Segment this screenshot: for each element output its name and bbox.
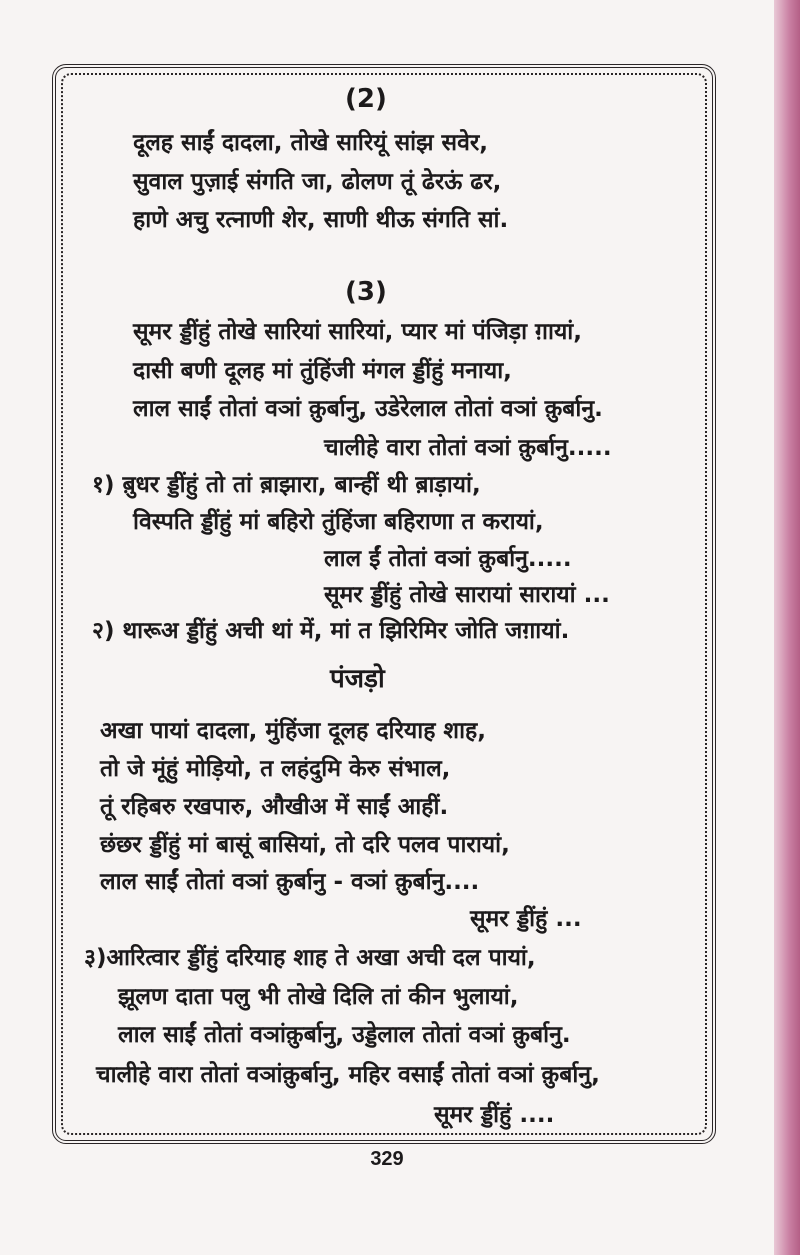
section-2-line-1: दूलह साईं दादला, तोखे सारियूं सांझ सवेर,: [133, 130, 488, 156]
section-3-number: (3): [345, 277, 387, 307]
section-3-line-7: लाल ईं तोतां वञां क़ुर्बानु.....: [324, 546, 572, 572]
panjro-line-2: तो जे मूंहुं मोड़ियो, त लहंदुमि केरु संभाल,: [100, 756, 451, 782]
section-3-line-1: सूमर ड्डींहुं तोखे सारियां सारियां, प्यार मां पंजिड़ा ग़ायां,: [133, 319, 582, 345]
panjro-line-8: झूलण दाता पलु भी तोखे दिलि तां कीन भुलायां,: [118, 984, 519, 1010]
panjro-line-6: सूमर ड्डींहुं ...: [470, 906, 582, 932]
section-3-line-8: सूमर ड्डींहुं तोखे सारायां सारायां ...: [324, 582, 610, 608]
section-3-line-3: लाल साईं तोतां वञां क़ुर्बानु, उडेरेलाल तोतां वञां क़ुर्बानु.: [133, 396, 603, 422]
panjro-line-10: चालीहे वारा तोतां वञांक़ुर्बानु, महिर वसाईं तोतां वञां क़ुर्बानु,: [96, 1062, 600, 1088]
section-2-line-3: हाणे अचु रत्नाणी शेर, साणी थीऊ संगति सां.: [133, 207, 509, 233]
page-edge: [774, 0, 800, 1255]
section-2-line-2: सुवाल पुज़ाई संगति जा, ढोलण तूं ढेरऊं ढर,: [133, 169, 502, 195]
section-2-number: (2): [345, 84, 387, 114]
panjro-line-7: ३)आरित्वार ड्डींहुं दरियाह शाह ते अखा अची दल पायां,: [84, 945, 536, 971]
panjro-line-4: छंछर ड्डींहुं मां बासूं बासियां, तो दरि पलव पारायां,: [100, 832, 510, 858]
panjro-line-5: लाल साईं तोतां वञां क़ुर्बानु - वञां क़ुर्बानु....: [100, 869, 480, 895]
panjro-line-11: सूमर ड्डींहुं ....: [434, 1102, 555, 1128]
panjro-line-1: अखा पायां दादला, मुंहिंजा दूलह दरियाह शाह,: [100, 718, 486, 744]
section-3-line-4: चालीहे वारा तोतां वञां क़ुर्बानु.....: [324, 435, 612, 461]
section-3-line-2: दासी बणी दूलह मां तुंहिंजी मंगल ड्डींहुं मनाया,: [133, 358, 512, 384]
section-3-line-6: विस्पति ड्डींहुं मां बहिरो तुंहिंजा बहिराणा त करायां,: [133, 509, 544, 535]
page-number: 329: [370, 1148, 404, 1170]
panjro-line-3: तूं रहिबरु रखपारु, औखीअ में साईं आहीं.: [100, 794, 449, 820]
section-3-line-9: २) थारूअ ड्डींहुं अची थां में, मां त झिरिमिर जोति जग़ायां.: [92, 618, 570, 644]
section-3-line-5: १) ब़ुधर ड्डींहुं तो तां ब़ाझारा, बान्हीं थी ब़ाड़ायां,: [92, 472, 481, 498]
panjro-line-9: लाल साईं तोतां वञांक़ुर्बानु, उड्डेलाल तोतां वञां क़ुर्बानु.: [118, 1022, 571, 1048]
panjro-title: पंजड़ो: [330, 664, 385, 694]
